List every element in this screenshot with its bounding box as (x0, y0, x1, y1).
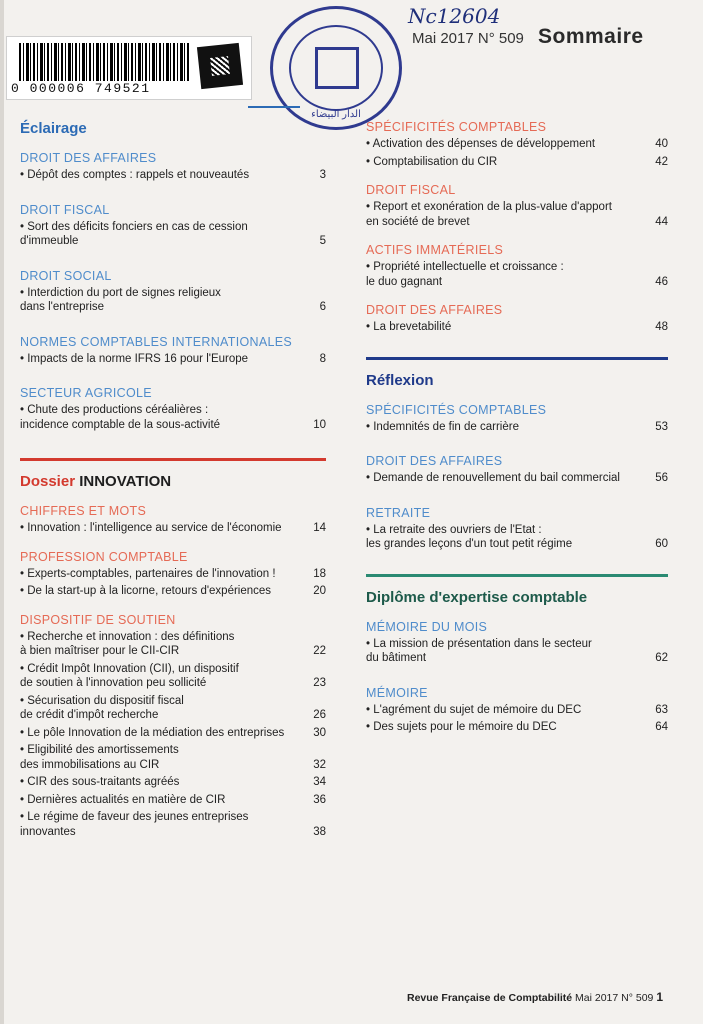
toc-entry[interactable] (366, 637, 668, 666)
toc-entry-title: • Propriété intellectuelle et croissance : le duo gagnant (366, 260, 650, 289)
toc-entry-page: 26 (313, 709, 326, 721)
dossier-groups (20, 504, 326, 839)
toc-entry[interactable] (366, 200, 668, 229)
section-dossier (20, 473, 326, 490)
toc-entry-page: 40 (655, 138, 668, 150)
section-eclairage (20, 120, 326, 137)
barcode-sticker (6, 36, 252, 100)
toc-group (366, 243, 668, 289)
page-edge (0, 0, 4, 1024)
section-title-dossier (20, 473, 326, 490)
toc-group (366, 454, 668, 486)
toc-entry[interactable] (366, 260, 668, 289)
toc-entry-title: • La mission de présentation dans le secteur du bâtiment (366, 637, 650, 666)
dossier-rule (20, 458, 326, 461)
footer-page-number: 1 (656, 990, 663, 1004)
toc-entry-page: 8 (319, 352, 326, 365)
toc-category: DROIT SOCIAL (20, 268, 112, 283)
toc-entry[interactable] (20, 567, 326, 582)
toc-group (20, 386, 326, 432)
toc-entry-title: • Crédit Impôt Innovation (CII), un dispositif de soutien à l'innovation peu sollicité (20, 662, 308, 691)
page-footer (407, 990, 663, 1004)
footer-issue: Mai 2017 N° 509 (575, 992, 654, 1004)
toc-group (20, 335, 326, 367)
dossier-suffix: INNOVATION (79, 473, 172, 490)
toc-entry-title: • Recherche et innovation : des définitions à bien maîtriser pour le CII-CIR (20, 630, 308, 659)
section-title-diplome: Diplôme d'expertise comptable (366, 588, 588, 606)
toc-category: SPÉCIFICITÉS COMPTABLES (366, 402, 547, 417)
eclairage-continued-groups (366, 120, 668, 335)
toc-category: DROIT DES AFFAIRES (366, 454, 503, 468)
toc-entry-page: 3 (319, 169, 326, 181)
toc-category: MÉMOIRE (366, 685, 428, 700)
toc-category: SECTEUR AGRICOLE (20, 386, 152, 400)
reflexion-rule (366, 357, 668, 360)
toc-group (20, 504, 326, 536)
diplome-groups (366, 620, 668, 735)
toc-entry-title: • Interdiction du port de signes religieux dans l'entreprise (20, 286, 308, 315)
reflexion-groups (366, 403, 668, 552)
toc-entry[interactable] (20, 584, 326, 599)
handwritten-reference: Nc12604 (408, 4, 501, 28)
toc-category: PROFESSION COMPTABLE (20, 549, 188, 564)
toc-category: DROIT DES AFFAIRES (20, 151, 157, 165)
toc-group (366, 506, 668, 552)
toc-entry[interactable] (366, 720, 668, 735)
toc-entry-title: • Experts-comptables, partenaires de l'innovation ! (20, 567, 308, 582)
toc-entry-title: • La retraite des ouvriers de l'Etat : les grandes leçons d'un tout petit régime (366, 523, 650, 552)
section-title-reflexion: Réflexion (366, 371, 434, 389)
toc-entry[interactable] (20, 286, 326, 315)
toc-group (366, 183, 668, 229)
barcode-digits: 0 000006 749521 (11, 81, 151, 96)
toc-entry[interactable] (20, 403, 326, 432)
toc-entry[interactable] (20, 168, 326, 183)
toc-entry-title: • Demande de renouvellement du bail commercial (366, 471, 650, 486)
toc-entry-title: • Dépôt des comptes : rappels et nouveautés (20, 168, 308, 183)
toc-entry-page: 63 (655, 703, 668, 716)
toc-entry[interactable] (20, 630, 326, 659)
toc-entry[interactable] (366, 155, 668, 170)
toc-group (20, 269, 326, 315)
toc-entry-page: 62 (655, 652, 668, 664)
toc-entry-title: • Report et exonération de la plus-value d'apport en société de brevet (366, 200, 650, 229)
toc-entry-page: 60 (655, 538, 668, 550)
section-title-eclairage: Éclairage (20, 120, 87, 137)
toc-entry-page: 10 (313, 418, 326, 431)
toc-group (20, 550, 326, 599)
toc-entry[interactable] (366, 523, 668, 552)
right-column (366, 120, 668, 755)
toc-entry[interactable] (20, 220, 326, 249)
toc-group (366, 620, 668, 666)
toc-entry-title: • Innovation : l'intelligence au service de l'économie (20, 521, 308, 536)
stamp-emblem-icon (315, 47, 359, 89)
footer-publication: Revue Française de Comptabilité (406, 992, 573, 1004)
toc-entry-page: 56 (655, 472, 668, 484)
toc-entry[interactable] (20, 662, 326, 691)
toc-entry[interactable] (366, 703, 668, 718)
library-logo-icon (197, 43, 243, 89)
toc-category: MÉMOIRE DU MOIS (366, 619, 488, 634)
toc-entry-title: • La brevetabilité (366, 320, 650, 335)
toc-entry-page: 32 (313, 758, 326, 771)
toc-entry[interactable] (20, 521, 326, 536)
toc-group (20, 151, 326, 183)
toc-entry[interactable] (20, 743, 326, 772)
toc-entry-title: • Le régime de faveur des jeunes entreprises innovantes (20, 810, 308, 839)
toc-entry[interactable] (366, 420, 668, 435)
diplome-rule (366, 574, 668, 577)
toc-entry-title: • CIR des sous-traitants agréés (20, 775, 308, 790)
toc-category: NORMES COMPTABLES INTERNATIONALES (20, 334, 292, 349)
toc-entry-title: • Comptabilisation du CIR (366, 155, 650, 170)
toc-entry-title: • Impacts de la norme IFRS 16 pour l'Europe (20, 352, 308, 367)
issue-info: Mai 2017 N° 509 (412, 30, 524, 47)
toc-entry[interactable] (20, 726, 326, 741)
toc-entry-title: • Indemnités de fin de carrière (366, 420, 650, 435)
toc-category: ACTIFS IMMATÉRIELS (366, 243, 504, 257)
toc-entry[interactable] (20, 793, 326, 808)
toc-entry-title: • Sécurisation du dispositif fiscal de crédit d'impôt recherche (20, 694, 308, 723)
toc-group (366, 120, 668, 169)
toc-entry-page: 22 (313, 645, 326, 657)
toc-entry-page: 18 (313, 567, 326, 580)
toc-entry-title: • Le pôle Innovation de la médiation des entreprises (20, 726, 308, 741)
page-title: Sommaire (538, 25, 644, 48)
toc-entry[interactable] (366, 137, 668, 152)
toc-category: RETRAITE (366, 505, 431, 520)
toc-entry-title: • Eligibilité des amortissements des immobilisations au CIR (20, 743, 308, 772)
toc-entry-page: 30 (313, 726, 326, 739)
toc-category: CHIFFRES ET MOTS (20, 504, 147, 518)
toc-entry-page: 44 (655, 215, 668, 228)
toc-entry-page: 48 (655, 321, 668, 333)
toc-category: DISPOSITIF DE SOUTIEN (20, 612, 176, 627)
barcode-icon (19, 43, 191, 81)
toc-entry[interactable] (366, 320, 668, 335)
toc-entry-title: • Dernières actualités en matière de CIR (20, 793, 308, 808)
toc-entry-page: 64 (655, 721, 668, 733)
toc-category: DROIT FISCAL (20, 202, 110, 217)
left-column (20, 120, 326, 853)
toc-entry[interactable] (366, 471, 668, 486)
toc-entry-page: 36 (313, 793, 326, 806)
toc-entry[interactable] (20, 775, 326, 790)
toc-entry-page: 53 (655, 420, 668, 433)
toc-category: DROIT FISCAL (366, 183, 456, 197)
toc-entry-title: • De la start-up à la licorne, retours d'expériences (20, 584, 308, 599)
toc-entry[interactable] (20, 694, 326, 723)
toc-entry-page: 5 (319, 235, 326, 247)
toc-entry-page: 46 (655, 275, 668, 288)
toc-entry-title: • Activation des dépenses de développement (366, 137, 650, 152)
toc-entry-page: 20 (313, 585, 326, 597)
eclairage-groups (20, 151, 326, 432)
toc-entry-title: • Des sujets pour le mémoire du DEC (366, 720, 650, 735)
toc-entry-title: • L'agrément du sujet de mémoire du DEC (366, 703, 650, 718)
toc-entry-page: 38 (313, 825, 326, 838)
toc-entry-page: 34 (313, 776, 326, 788)
toc-category: DROIT DES AFFAIRES (366, 303, 503, 317)
toc-category: SPÉCIFICITÉS COMPTABLES (366, 120, 547, 134)
toc-entry-page: 14 (313, 522, 326, 534)
toc-entry[interactable] (20, 810, 326, 839)
toc-group (366, 686, 668, 735)
toc-entry-title: • Chute des productions céréalières : incidence comptable de la sous-activité (20, 403, 308, 432)
stamp-label: الدار البيضاء (311, 109, 361, 120)
section-diplome (366, 589, 668, 606)
toc-entry-page: 42 (655, 155, 668, 168)
section-reflexion (366, 372, 668, 389)
dossier-prefix: Dossier (20, 473, 76, 490)
toc-entry-page: 6 (319, 301, 326, 313)
toc-group (20, 203, 326, 249)
library-stamp (270, 6, 402, 130)
toc-entry-title: • Sort des déficits fonciers en cas de cession d'immeuble (20, 220, 308, 249)
toc-entry-page: 23 (313, 677, 326, 689)
toc-entry[interactable] (20, 352, 326, 367)
toc-group (20, 613, 326, 840)
header-divider (248, 106, 300, 108)
toc-group (366, 403, 668, 435)
toc-group (366, 303, 668, 335)
